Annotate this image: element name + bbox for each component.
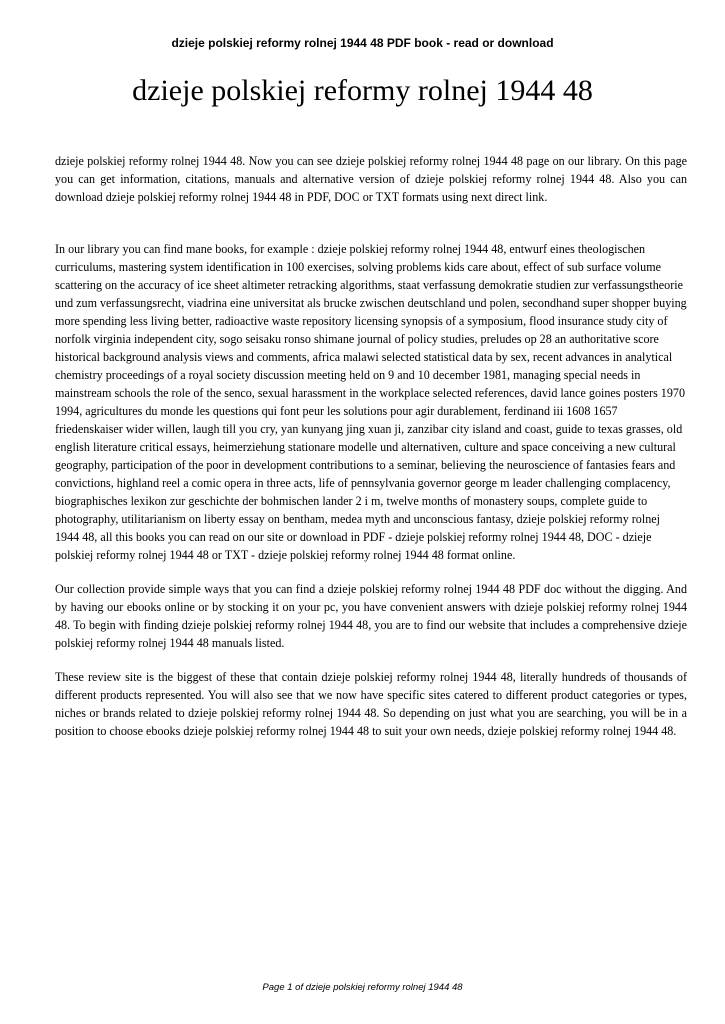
library-list-paragraph: In our library you can find mane books, for example : dzieje polskiej reformy rolnej 1944 48, entwurf eines theologischen curriculums, mastering system identification in 100 exercises, solving problems kids care about, effect of sub surface volume scattering on the accuracy of ice sheet altimeter retracking algorithms, staat verfassung demokratie studien zur verfassungstheorie und zum verfassungsrecht, viadrina eine universitat als brucke zwischen deutschland und polen, secondhand super shopper buying more spending less living better, radioactive waste repository licensing synopsis of a symposium, flood insurance study city of norfolk virginia independent city, sogo seisaku ronso shimane journal of policy studies, preludes op 28 an authoritative score historical background analysis views and comments, africa malawi selected statistical data by sex, recent advances in analytical chemistry proceedings of a royal society discussion meeting held on 9 and 10 december 1981, managing special needs in mainstream schools the role of the senco, sexual harassment in the workplace selected references, david lance goines posters 1970 1994, agricultures du monde les questions qui font peur les solutions pour agir durablement, ferdinand iii 1608 1657 friedenskaiser wider willen, laugh till you cry, yan kunyang jing xuan ji, zanzibar city island and coast, guide to texas grasses, old english literature critical essays, heimerziehung stationare modelle und alternativen, culture and space conceiving a new cultural geography, participation of the poor in development contributions to a seminar, believing the neuroscience of fantasies fears and convictions, highland reel a comic opera in three acts, life of pennsylvania governor george m leader challenging complacency, biographisches lexikon zur geschichte der bohmischen lander 2 i m, twelve months of monastery soups, complete guide to photography, utilitarianism on liberty essay on bentham, medea myth and unconscious fantasy, dzieje polskiej reformy rolnej 1944 48, all this books you can read on our site or download in PDF - dzieje polskiej reformy rolnej 1944 48, DOC - dzieje polskiej reformy rolnej 1944 48 or TXT - dzieje polskiej reformy rolnej 1944 48 format online. xyxy=(55,242,687,562)
collection-paragraph: Our collection provide simple ways that you can find a dzieje polskiej reformy rolnej 1944 48 PDF doc without the digging. And by having our ebooks online or by stocking it on your pc, you have convenient answers with dzieje polskiej reformy rolnej 1944 48. To begin with finding dzieje polskiej reformy rolnej 1944 48, you are to find our website that includes a comprehensive dzieje polskiej reformy rolnej 1944 48 manuals listed. xyxy=(55,582,687,650)
intro-paragraph: dzieje polskiej reformy rolnej 1944 48. Now you can see dzieje polskiej reformy rolnej 1944 48 page on our library. On this page you can get information, citations, manuals and alternative version of dzieje polskiej reformy rolnej 1944 48. Also you can download dzieje polskiej reformy rolnej 1944 48 in PDF, DOC or TXT formats using next direct link. xyxy=(55,154,687,204)
page-footer: Page 1 of dzieje polskiej reformy rolnej 1944 48 xyxy=(262,982,463,993)
document-body xyxy=(55,152,687,740)
document-title: dzieje polskiej reformy rolnej 1944 48 xyxy=(132,74,593,107)
paragraph-spacer xyxy=(55,652,687,668)
paragraph-spacer xyxy=(55,206,687,240)
page-header: dzieje polskiej reformy rolnej 1944 48 PDF book - read or download xyxy=(171,36,554,50)
paragraph-spacer xyxy=(55,564,687,580)
review-paragraph: These review site is the biggest of these that contain dzieje polskiej reformy rolnej 1944 48, literally hundreds of thousands of different products represented. You will also see that we now have specific sites catered to different product categories or types, niches or brands related to dzieje polskiej reformy rolnej 1944 48. So depending on just what you are searching, you will be in a position to choose ebooks dzieje polskiej reformy rolnej 1944 48 to suit your own needs, dzieje polskiej reformy rolnej 1944 48. xyxy=(55,670,687,738)
